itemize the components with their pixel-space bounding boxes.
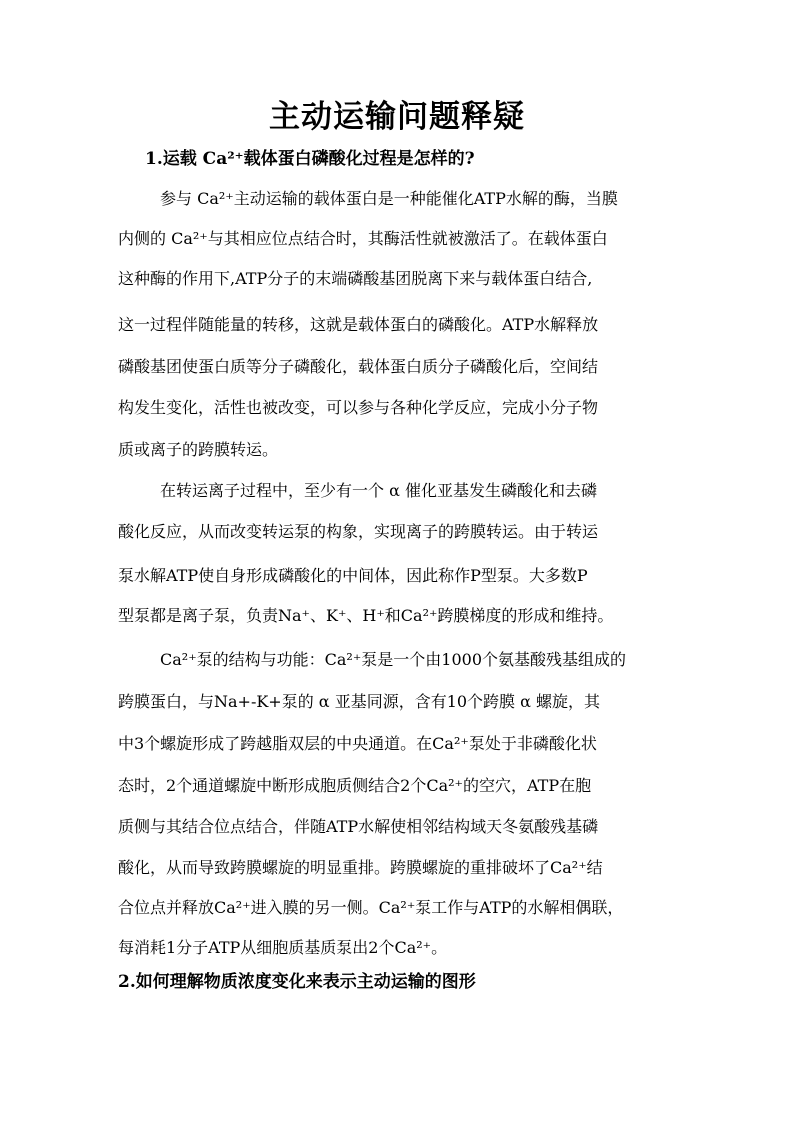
paragraph-line: 构发生变化，活性也被改变，可以参与各种化学反应，完成小分子物 [118,398,599,417]
page-title: 主动运输问题释疑 [269,99,525,135]
paragraph-line: 内侧的 Ca²⁺与其相应位点结合时，其酶活性就被激活了。在载体蛋白 [118,229,608,248]
paragraph-line: 跨膜蛋白，与Na+-K+泵的 α 亚基同源，含有10个跨膜 α 螺旋，其 [118,692,601,711]
paragraph-line: Ca²⁺泵的结构与功能：Ca²⁺泵是一个由1000个氨基酸残基组成的 [160,650,627,669]
paragraph-line: 型泵都是离子泵，负责Na⁺、K⁺、H⁺和Ca²⁺跨膜梯度的形成和维持。 [118,606,614,625]
paragraph-line: 合位点并释放Ca²⁺进入膜的另一侧。Ca²⁺泵工作与ATP的水解相偶联， [118,898,624,917]
paragraph-line: 酸化，从而导致跨膜螺旋的明显重排。跨膜螺旋的重排破坏了Ca²⁺结 [118,858,603,877]
paragraph-line: 参与 Ca²⁺主动运输的载体蛋白是一种能催化ATP水解的酶，当膜 [160,189,618,208]
paragraph-line: 态时，2个通道螺旋中断形成胞质侧结合2个Ca²⁺的空穴，ATP在胞 [118,776,592,795]
paragraph-line: 在转运离子过程中，至少有一个 α 催化亚基发生磷酸化和去磷 [160,481,597,500]
paragraph-line: 这种酶的作用下,ATP分子的末端磷酸基团脱离下来与载体蛋白结合, [118,269,593,288]
paragraph-line: 这一过程伴随能量的转移，这就是载体蛋白的磷酸化。ATP水解释放 [118,315,599,334]
paragraph-line: 中3个螺旋形成了跨越脂双层的中央通道。在Ca²⁺泵处于非磷酸化状 [118,734,597,753]
paragraph-line: 质侧与其结合位点结合，伴随ATP水解使相邻结构域天冬氨酸残基磷 [118,817,599,836]
paragraph-line: 酸化反应，从而改变转运泵的构象，实现离子的跨膜转运。由于转运 [118,522,599,541]
paragraph-line: 质或离子的跨膜转运。 [118,440,279,459]
section-2-heading: 2.如何理解物质浓度变化来表示主动运输的图形 [118,972,476,992]
paragraph-line: 每消耗1分子ATP从细胞质基质泵出2个Ca²⁺。 [118,938,448,957]
section-1-heading: 1.运载 Ca²⁺载体蛋白磷酸化过程是怎样的? [145,149,475,169]
paragraph-line: 泵水解ATP使自身形成磷酸化的中间体，因此称作P型泵。大多数P [118,566,588,585]
paragraph-line: 磷酸基团使蛋白质等分子磷酸化，载体蛋白质分子磷酸化后，空间结 [118,357,599,376]
